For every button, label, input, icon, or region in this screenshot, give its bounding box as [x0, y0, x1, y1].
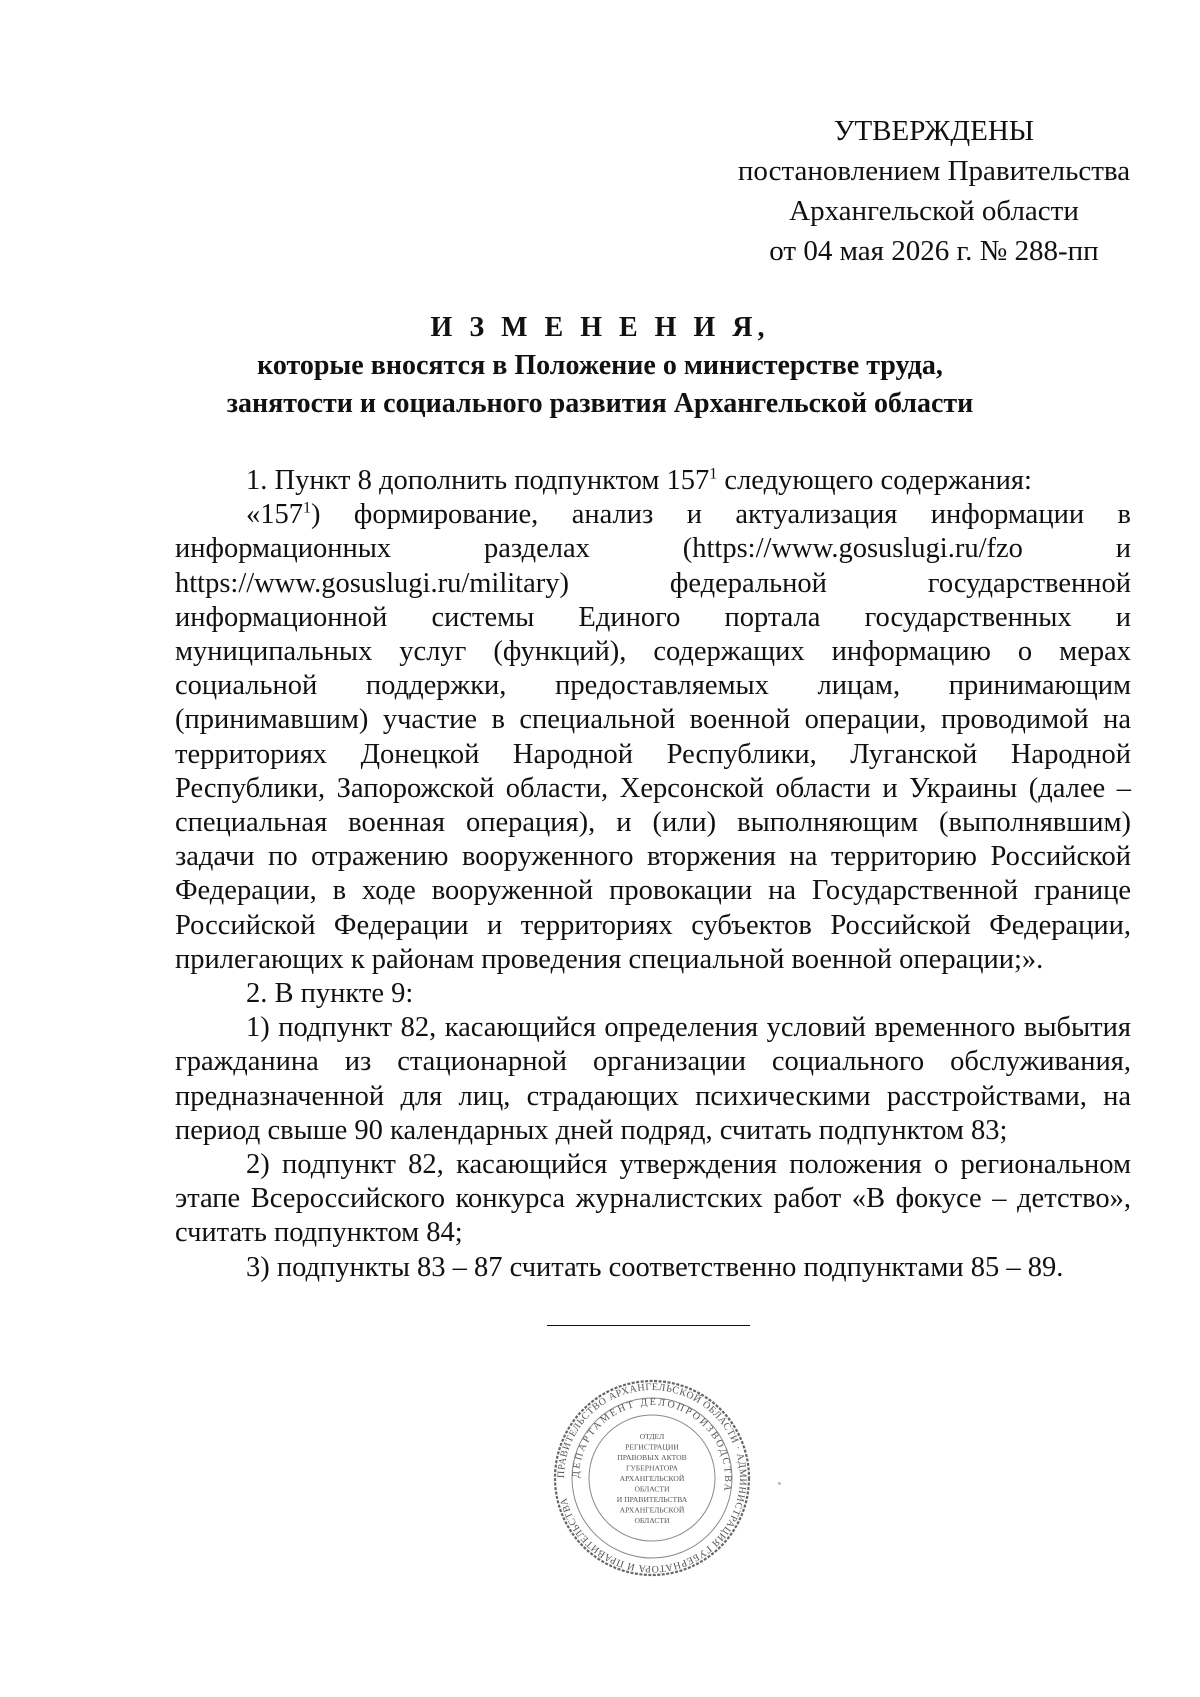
- seal-center-line: ПРАВОВЫХ АКТОВ: [617, 1453, 687, 1462]
- seal-center-line: ОБЛАСТИ: [634, 1484, 670, 1494]
- item-2-subitem-3: 3) подпункты 83 – 87 считать соответственно подпунктами 85 – 89.: [246, 1251, 1064, 1283]
- quote-superscript: 1: [303, 499, 311, 517]
- approval-decree: постановлением Правительства: [737, 155, 1131, 187]
- document-body: [175, 464, 1131, 1285]
- item-2-subitem-1: 1) подпункт 82, касающийся определения условий временного выбытия гражданина из стационарной организации социального обслуживания, предназначенной для лиц, страдающих психическими расстройствами, на период свыше 90 календарных дней подряд, считать подпунктом 83;: [175, 1012, 1131, 1146]
- quote-prefix: «157: [246, 499, 303, 531]
- seal-center-line: ГУБЕРНАТОРА: [625, 1463, 679, 1473]
- item-1-intro-prefix: 1. Пункт 8 дополнить подпунктом 157: [246, 465, 710, 496]
- quote-body: ) формирование, анализ и актуализация информации в информационных разделах (https://www.gosuslugi.ru/fzo и https://www.gosuslugi.ru/military) федеральной государственной информационной системы Единого портала государственных и муниципальных услуг (функций), содержащих информацию о мерах социальной поддержки, предоставляемых лицам, принимающим (принимавшим) участие в специальной военной операции, проводимой на территориях Донецкой Народной Республики, Луганской Народной Республики, Запорожской области, Херсонской области и Украины (далее – специальная военная операция), и (или) выполняющим (выполнявшим) задачи по отражению вооруженного вторжения на территорию Российской Федерации, в ходе вооруженной провокации на Государственной границе Российской Федерации и территориях субъектов Российской Федерации, прилегающих к районам проведения специальной военной операции;».: [175, 499, 1131, 975]
- seal-graphic: [552, 1378, 752, 1578]
- approval-heading: УТВЕРЖДЕНЫ: [833, 115, 1035, 147]
- item-1-intro-superscript: 1: [709, 465, 718, 483]
- seal-center-line: АРХАНГЕЛЬСКОЙ: [619, 1474, 685, 1483]
- item-1-quoted-text: [175, 498, 1131, 977]
- item-2-subitem-2: 2) подпункт 82, касающийся утверждения положения о региональном этапе Всероссийского конкурса журналистских работ «В фокусе – детство», считать подпунктом 84;: [175, 1149, 1131, 1249]
- document-title: [150, 309, 1050, 423]
- approval-stamp: [694, 111, 1174, 271]
- scan-dot: [778, 1482, 781, 1485]
- item-2-intro: 2. В пункте 9:: [246, 978, 414, 1010]
- approval-region: Архангельской области: [789, 195, 1079, 227]
- title-subject-line-2: занятости и социального развития Архангельской области: [226, 388, 974, 419]
- seal-center-line: РЕГИСТРАЦИИ: [625, 1442, 679, 1452]
- seal-inner-ring-text: ДЕПАРТАМЕНТ ДЕЛОПРОИЗВОДСТВА: [570, 1396, 734, 1494]
- seal-center-line: ОТДЕЛ: [639, 1432, 665, 1441]
- seal-center-line: АРХАНГЕЛЬСКОЙ: [619, 1505, 685, 1515]
- seal-center-text: [617, 1432, 688, 1525]
- item-1-intro: [175, 464, 1131, 498]
- seal-outer-ring-text: ПРАВИТЕЛЬСТВО АРХАНГЕЛЬСКОЙ ОБЛАСТИ · АДМИНИСТРАЦИЯ ГУБЕРНАТОРА И ПРАВИТЕЛЬСТВА: [555, 1381, 749, 1575]
- approval-date-number: от 04 мая 2026 г. № 288-пп: [769, 235, 1099, 267]
- title-subject-line-1: которые вносятся в Положение о министерстве труда,: [257, 350, 943, 381]
- seal-center-line: ОБЛАСТИ: [634, 1516, 670, 1525]
- title-heading: И З М Е Н Е Н И Я,: [430, 312, 770, 343]
- end-divider: [547, 1325, 750, 1326]
- official-seal: [552, 1378, 752, 1578]
- item-1-intro-suffix: следующего содержания:: [717, 465, 1032, 496]
- seal-center-line: И ПРАВИТЕЛЬСТВА: [616, 1495, 688, 1504]
